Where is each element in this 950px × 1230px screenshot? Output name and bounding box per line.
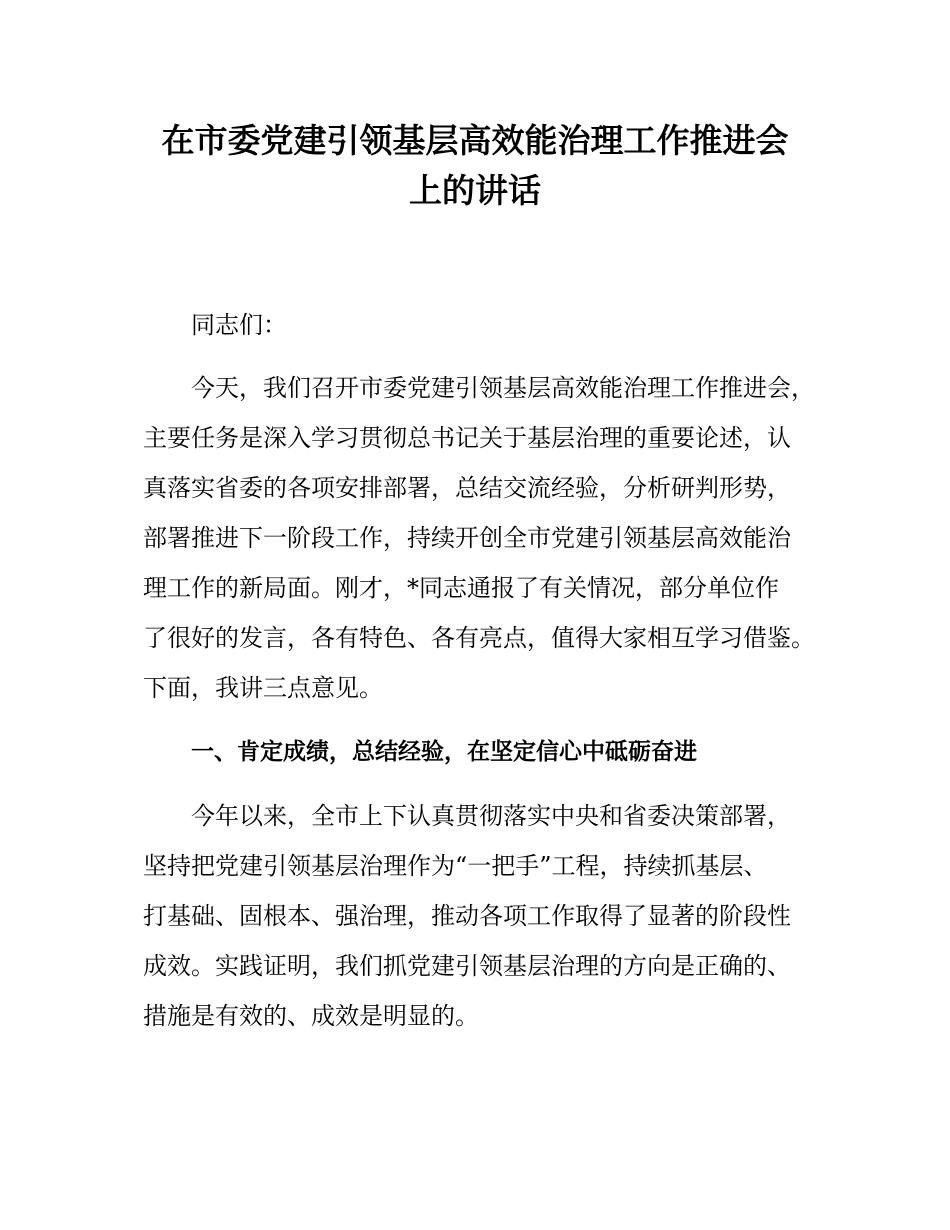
paragraph-1-line: 今天，我们召开市委党建引领基层高效能治理工作推进会， — [191, 374, 815, 402]
section-heading-1: 一、肯定成绩，总结经验，在坚定信心中砥砺奋进 — [191, 739, 697, 765]
paragraph-2-line: 措施是有效的、成效是明显的。 — [143, 1002, 479, 1030]
paragraph-1-line: 主要任务是深入学习贯彻总书记关于基层治理的重要论述，认 — [143, 424, 791, 452]
paragraph-2-line: 坚持把党建引领基层治理作为“一把手”工程，持续抓基层、 — [143, 852, 768, 880]
paragraph-2-line: 今年以来，全市上下认真贯彻落实中央和省委决策部署， — [191, 802, 791, 830]
paragraph-1-line: 真落实省委的各项安排部署，总结交流经验，分析研判形势， — [143, 474, 791, 502]
paragraph-1-line: 理工作的新局面。刚才，*同志通报了有关情况，部分单位作 — [143, 574, 779, 602]
paragraph-1-line: 部署推进下一阶段工作，持续开创全市党建引领基层高效能治 — [143, 524, 791, 552]
paragraph-1-line: 了很好的发言，各有特色、各有亮点，值得大家相互学习借鉴。 — [143, 624, 815, 652]
paragraph-2-line: 成效。实践证明，我们抓党建引领基层治理的方向是正确的、 — [143, 952, 791, 980]
document-title-line-1: 在市委党建引领基层高效能治理工作推进会 — [161, 121, 789, 160]
paragraph-1-line: 下面，我讲三点意见。 — [143, 674, 383, 702]
document-title-line-2: 上的讲话 — [409, 171, 541, 210]
salutation: 同志们： — [191, 311, 287, 339]
paragraph-2-line: 打基础、固根本、强治理，推动各项工作取得了显著的阶段性 — [143, 902, 791, 930]
